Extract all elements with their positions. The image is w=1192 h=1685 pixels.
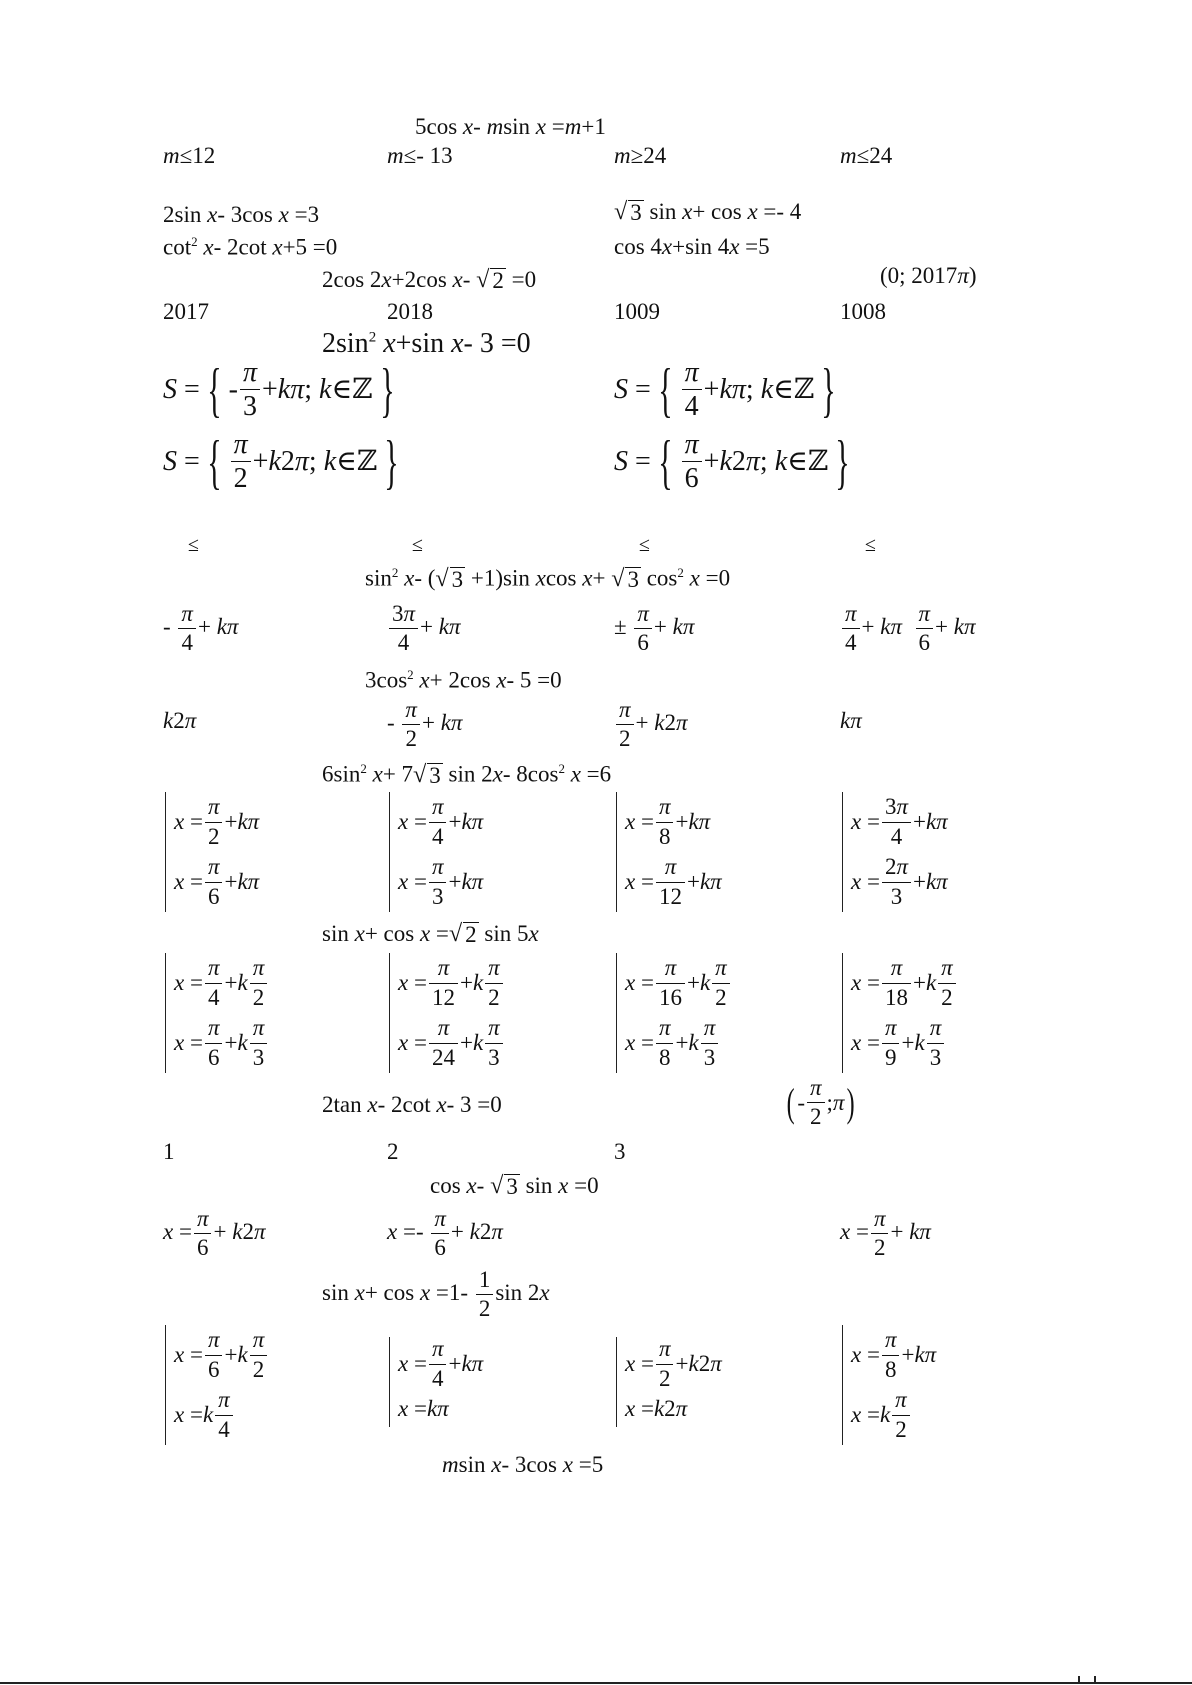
q4-option-b: S = { π 4 + kπ ; k ∈ℤ } bbox=[614, 356, 836, 423]
q8-option-c: x = π 8 + kπ x = π 12 + kπ bbox=[616, 792, 722, 912]
q2-equation-d: cos 4x+sin 4x =5 bbox=[614, 234, 770, 259]
q4-option-c: S = { π 2 + k 2 π ; k ∈ℤ } bbox=[163, 428, 399, 495]
q2-equation-a: 2sin x- 3cos x =3 bbox=[163, 202, 320, 227]
q3-equation: 2cos 2x+2cos x- √ 2 =0 bbox=[322, 266, 537, 293]
q1-option-d: m≤24 bbox=[840, 143, 893, 168]
q6-option-a: - $\frac{\pi}{4}$ + kπ bbox=[163, 601, 239, 656]
q8-equation: $6\sin^2$ x+ 7 √ 3 sin 2x- $8\cos^2$ x =6 bbox=[322, 760, 612, 788]
page-corner-mark bbox=[1078, 1676, 1096, 1684]
q9-option-c: x = π 16 + k π 2 x = π 8 + k π 3 bbox=[616, 953, 732, 1073]
q11-option-b: x =- $\frac{\pi}{6}$ + k2π bbox=[387, 1206, 503, 1261]
q10-interval: ( - π 2 ; π ) bbox=[786, 1075, 856, 1130]
q12-option-a: x = π 6 + k π 2 x = k π 4 bbox=[165, 1325, 269, 1445]
q1-option-c: m≥24 bbox=[614, 143, 667, 168]
q12-option-c: x = π 2 + k 2 π x = k 2 π bbox=[616, 1337, 722, 1427]
q13-equation: msin x- 3cos x =5 bbox=[442, 1452, 604, 1477]
q10-equation: 2tan x- 2cot x- 3 =0 bbox=[322, 1092, 502, 1117]
q9-option-a: x = π 4 + k π 2 x = π 6 + k π 3 bbox=[165, 953, 269, 1073]
q3-interval: (0; 2017π) bbox=[880, 263, 977, 288]
q12-equation: sin x+ cos x =1- $\frac{1}{2}$ sin 2x bbox=[322, 1267, 550, 1322]
q11-option-a: x = $\frac{\pi}{6}$ + k2π bbox=[163, 1206, 266, 1261]
q7-option-c: $\frac{\pi}{2}$ + k2π bbox=[614, 698, 688, 751]
q7-equation: $3\cos^2$ x+ 2cos x- 5 =0 bbox=[365, 667, 562, 693]
q9-option-d: x = π 18 + k π 2 x = π 9 + k π 3 bbox=[842, 953, 958, 1073]
q11-option-d: x = $\frac{\pi}{2}$ + kπ bbox=[840, 1206, 931, 1261]
q4-option-d: S = { π 6 + k 2 π ; k ∈ℤ } bbox=[614, 428, 850, 495]
q2-equation-b: √ 3 sin x+ cos x =- 4 bbox=[614, 198, 802, 225]
q11-equation: cos x- √ 3 sin x =0 bbox=[430, 1172, 599, 1199]
q6-equation: $\sin^2 x-$ ( √ 3 +1)sin xcos x+ √ 3 $\cos^2 x =0$ bbox=[365, 564, 731, 592]
q7-option-a: k2π bbox=[163, 708, 197, 733]
q10-option-c: 3 bbox=[614, 1139, 626, 1164]
q5-option-a: ≤ bbox=[188, 534, 199, 556]
q1-equation: 5cos x- msin x =m+1 bbox=[415, 114, 606, 139]
q8-option-d: x = 3π 4 + kπ x = 2π 3 + kπ bbox=[842, 792, 948, 912]
q6-option-b: $\frac{3\pi}{4}$ + kπ bbox=[387, 602, 461, 655]
q5-option-c: ≤ bbox=[639, 534, 650, 556]
q4-equation: $2\sin^2$ x+sin x- 3 =0 bbox=[322, 328, 531, 359]
q5-option-d: ≤ bbox=[865, 534, 876, 556]
page-bottom-rule bbox=[0, 1682, 1192, 1684]
q5-option-b: ≤ bbox=[412, 534, 423, 556]
q7-option-b: - $\frac{\pi}{2}$ + kπ bbox=[387, 697, 463, 752]
q2-equation-c: $\cot^2 x-$ 2cot x+5 =0 bbox=[163, 234, 338, 260]
q1-option-b: m≤- 13 bbox=[387, 143, 453, 168]
q12-option-b: x = π 4 + kπ x = kπ bbox=[389, 1337, 483, 1427]
q4-option-a: S = { - π 3 + kπ ; k ∈ℤ } bbox=[163, 356, 395, 423]
q9-equation: sin x+ cos x = √ 2 sin 5x bbox=[322, 920, 539, 947]
q9-option-b: x = π 12 + k π 2 x = π 24 + k π 3 bbox=[389, 953, 505, 1073]
q3-option-a: 2017 bbox=[163, 299, 209, 324]
q10-option-b: 2 bbox=[387, 1139, 399, 1164]
q8-option-a: x = π 2 + kπ x = π 6 + kπ bbox=[165, 792, 259, 912]
q3-option-b: 2018 bbox=[387, 299, 433, 324]
q6-option-c: ± $\frac{\pi}{6}$ + kπ bbox=[614, 601, 695, 656]
q8-option-b: x = π 4 + kπ x = π 3 + kπ bbox=[389, 792, 483, 912]
q3-option-c: 1009 bbox=[614, 299, 660, 324]
q6-option-d: $\frac{\pi}{4}$ + kπ $\frac{\pi}{6}$ + kπ bbox=[840, 602, 976, 655]
q3-option-d: 1008 bbox=[840, 299, 886, 324]
q12-option-d: x = π 8 + kπ x = k π 2 bbox=[842, 1325, 936, 1445]
q7-option-d: kπ bbox=[840, 708, 862, 733]
q1-option-a: m≤12 bbox=[163, 143, 216, 168]
q10-option-a: 1 bbox=[163, 1139, 175, 1164]
